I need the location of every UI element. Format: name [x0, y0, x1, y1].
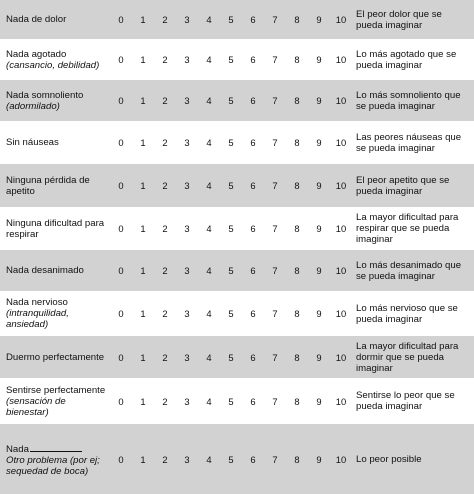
scale-number[interactable]: 10 [335, 137, 347, 148]
scale-number[interactable]: 5 [228, 137, 234, 148]
worst-label: Las peores náuseas que se pueda imaginar [356, 131, 462, 154]
symptom-label-cell [0, 207, 110, 250]
scale-number[interactable]: 6 [250, 308, 256, 319]
scale-number[interactable]: 8 [286, 250, 308, 291]
scale-number[interactable]: 5 [220, 0, 242, 39]
symptom-label-cell [0, 250, 110, 291]
symptom-label: Nada nervioso [6, 297, 68, 308]
scale-number[interactable]: 2 [162, 395, 168, 407]
scale-number[interactable]: 6 [242, 0, 264, 39]
scale-number[interactable]: 1 [132, 424, 154, 494]
scale-number[interactable]: 4 [198, 164, 220, 207]
scale-number[interactable]: 5 [220, 336, 242, 378]
scale-number[interactable]: 5 [228, 395, 234, 407]
scale-row [0, 378, 474, 424]
scale-number[interactable]: 6 [242, 424, 264, 494]
symptom-label-cell [0, 39, 110, 80]
scale-number[interactable]: 6 [242, 250, 264, 291]
scale-number[interactable]: 0 [118, 395, 124, 407]
scale-number[interactable]: 2 [162, 223, 168, 234]
scale-number[interactable]: 9 [316, 137, 322, 148]
scale-number[interactable]: 2 [154, 0, 176, 39]
scale-number[interactable]: 9 [308, 250, 330, 291]
scale-number[interactable]: 2 [154, 250, 176, 291]
scale-number[interactable]: 6 [250, 54, 256, 65]
scale-number[interactable]: 10 [335, 395, 347, 407]
scale-number[interactable]: 8 [286, 80, 308, 121]
scale-number[interactable]: 4 [206, 54, 212, 65]
scale-row [0, 424, 474, 494]
scale-number[interactable]: 4 [198, 424, 220, 494]
scale-number[interactable]: 10 [330, 80, 352, 121]
scale-number[interactable]: 3 [176, 0, 198, 39]
scale-number[interactable]: 4 [206, 223, 212, 234]
scale-number[interactable]: 0 [118, 308, 124, 319]
scale-row [0, 207, 474, 250]
scale-number[interactable]: 2 [162, 54, 168, 65]
scale-number[interactable]: 0 [118, 223, 124, 234]
scale-number[interactable]: 1 [132, 336, 154, 378]
scale-number[interactable]: 3 [176, 164, 198, 207]
scale-number[interactable]: 1 [140, 395, 146, 407]
scale-row [0, 164, 474, 207]
scale-number[interactable]: 0 [118, 54, 124, 65]
symptom-label-cell [0, 424, 110, 494]
scale-number[interactable]: 7 [272, 308, 278, 319]
scale-number[interactable]: 1 [140, 54, 146, 65]
scale-number[interactable]: 0 [110, 164, 132, 207]
scale-number[interactable]: 10 [335, 54, 347, 65]
scale-number[interactable]: 7 [264, 0, 286, 39]
scale-number[interactable]: 0 [110, 0, 132, 39]
scale-number[interactable]: 4 [198, 80, 220, 121]
scale-number[interactable]: 9 [316, 223, 322, 234]
scale-number[interactable]: 1 [140, 137, 146, 148]
scale-number[interactable]: 0 [110, 336, 132, 378]
scale-number[interactable]: 3 [184, 308, 190, 319]
scale-number[interactable]: 2 [162, 137, 168, 148]
scale-number[interactable]: 7 [264, 80, 286, 121]
scale-number[interactable]: 7 [264, 250, 286, 291]
symptom-label-cell [0, 291, 110, 336]
scale-number[interactable]: 8 [286, 424, 308, 494]
scale-number[interactable]: 9 [316, 395, 322, 407]
scale-number[interactable]: 0 [118, 137, 124, 148]
scale-number[interactable]: 6 [250, 395, 256, 407]
scale-number[interactable]: 10 [330, 250, 352, 291]
worst-label: Lo peor posible [352, 424, 474, 494]
scale-number[interactable]: 6 [242, 80, 264, 121]
scale-number[interactable]: 1 [132, 164, 154, 207]
scale-number[interactable]: 10 [330, 424, 352, 494]
symptom-label: Sentirse perfectamente [6, 384, 106, 396]
symptom-label: Ninguna pérdida de apetito [6, 174, 90, 197]
symptom-sublabel: Otro problema (por ej; sequedad de boca) [6, 454, 100, 477]
worst-label: Lo más agotado que se pueda imaginar [356, 48, 457, 71]
scale-number[interactable]: 4 [198, 250, 220, 291]
scale-number[interactable]: 3 [176, 250, 198, 291]
worst-label: El peor apetito que se pueda imaginar [352, 164, 474, 207]
scale-number[interactable]: 7 [272, 54, 278, 65]
symptom-label: Nada desanimado [6, 265, 84, 276]
scale-number[interactable]: 5 [228, 54, 234, 65]
scale-row [0, 250, 474, 291]
scale-number[interactable]: 6 [242, 164, 264, 207]
scale-number[interactable]: 3 [184, 223, 190, 234]
scale-number[interactable]: 1 [140, 223, 146, 234]
scale-number[interactable]: 10 [330, 336, 352, 378]
symptom-label-cell [0, 121, 110, 164]
symptom-sublabel: (adormilado) [6, 100, 60, 112]
scale-number[interactable]: 9 [308, 424, 330, 494]
scale-number[interactable]: 8 [286, 0, 308, 39]
symptom-label: Nada [6, 443, 29, 455]
symptom-sublabel: (cansancio, debilidad) [6, 59, 100, 71]
scale-number[interactable]: 1 [132, 0, 154, 39]
scale-number[interactable]: 8 [294, 308, 300, 319]
symptom-sublabel: (intranquilidad, ansiedad) [6, 308, 69, 330]
scale-number[interactable]: 8 [286, 336, 308, 378]
symptom-label-cell [0, 164, 110, 207]
scale-number[interactable]: 7 [272, 137, 278, 148]
scale-number[interactable]: 0 [110, 424, 132, 494]
scale-number[interactable]: 4 [198, 336, 220, 378]
scale-number[interactable]: 5 [220, 164, 242, 207]
symptom-label-cell [0, 336, 110, 378]
scale-number[interactable]: 6 [242, 336, 264, 378]
worst-label: El peor dolor que se pueda imaginar [352, 0, 474, 39]
worst-label: Lo más desanimado que se pueda imaginar [352, 250, 474, 291]
scale-number[interactable]: 5 [228, 223, 234, 234]
scale-number[interactable]: 10 [330, 164, 352, 207]
scale-number[interactable]: 10 [335, 308, 347, 319]
scale-number[interactable]: 5 [228, 308, 234, 319]
scale-row [0, 121, 474, 164]
scale-number[interactable]: 5 [220, 424, 242, 494]
symptom-label: Duermo perfectamente [6, 351, 105, 363]
scale-number[interactable]: 0 [110, 250, 132, 291]
scale-number[interactable]: 7 [264, 424, 286, 494]
scale-number[interactable]: 9 [308, 0, 330, 39]
symptom-label: Nada somnoliento [6, 89, 84, 101]
scale-number[interactable]: 10 [330, 0, 352, 39]
worst-label: Sentirse lo peor que se pueda imaginar [356, 390, 455, 412]
symptom-label-cell [0, 80, 110, 121]
scale-row [0, 80, 474, 121]
scale-number[interactable]: 5 [220, 250, 242, 291]
scale-number[interactable]: 5 [220, 80, 242, 121]
symptom-label: Nada agotado [6, 48, 67, 60]
scale-number[interactable]: 4 [198, 0, 220, 39]
scale-number[interactable]: 3 [176, 336, 198, 378]
scale-number[interactable]: 8 [294, 395, 300, 407]
scale-number[interactable]: 7 [264, 164, 286, 207]
scale-number[interactable]: 3 [176, 424, 198, 494]
scale-number[interactable]: 3 [184, 54, 190, 65]
scale-number[interactable]: 7 [272, 395, 278, 407]
scale-number[interactable]: 10 [335, 223, 347, 234]
scale-number[interactable]: 2 [154, 336, 176, 378]
symptom-label-cell [0, 0, 110, 39]
scale-number[interactable]: 9 [308, 164, 330, 207]
scale-number[interactable]: 9 [316, 308, 322, 319]
blank-fill-line[interactable] [30, 442, 82, 452]
scale-number[interactable]: 8 [286, 164, 308, 207]
scale-number[interactable]: 1 [140, 308, 146, 319]
symptom-label: Nada de dolor [6, 14, 67, 25]
worst-label: Lo más somnoliento que se pueda imaginar [352, 80, 474, 121]
scale-number[interactable]: 9 [308, 80, 330, 121]
scale-number[interactable]: 8 [294, 137, 300, 148]
scale-number[interactable]: 6 [250, 223, 256, 234]
worst-label: La mayor dificultad para respirar que se pueda imaginar [356, 212, 459, 245]
scale-number[interactable]: 3 [176, 80, 198, 121]
scale-number[interactable]: 7 [272, 223, 278, 234]
scale-number[interactable]: 8 [294, 223, 300, 234]
scale-number[interactable]: 2 [154, 80, 176, 121]
scale-number[interactable]: 2 [162, 308, 168, 319]
scale-row [0, 39, 474, 80]
scale-number[interactable]: 3 [184, 395, 190, 407]
scale-number[interactable]: 6 [250, 137, 256, 148]
scale-number[interactable]: 2 [154, 424, 176, 494]
scale-number[interactable]: 1 [132, 80, 154, 121]
worst-label: Lo más nervioso que se pueda imaginar [356, 302, 458, 325]
scale-number[interactable]: 4 [206, 395, 212, 407]
symptom-label: Sin náuseas [6, 137, 59, 148]
scale-number[interactable]: 9 [316, 54, 322, 65]
scale-number[interactable]: 3 [184, 137, 190, 148]
worst-label: La mayor dificultad para dormir que se pueda imaginar [352, 336, 474, 378]
scale-number[interactable]: 9 [308, 336, 330, 378]
scale-row [0, 0, 474, 39]
scale-number[interactable]: 0 [110, 80, 132, 121]
scale-number[interactable]: 7 [264, 336, 286, 378]
symptom-sublabel: (sensación de bienestar) [6, 395, 66, 418]
scale-number[interactable]: 1 [132, 250, 154, 291]
scale-number[interactable]: 8 [294, 54, 300, 65]
scale-number[interactable]: 2 [154, 164, 176, 207]
scale-number[interactable]: 4 [206, 308, 212, 319]
scale-row [0, 291, 474, 336]
symptom-label-cell [0, 378, 110, 424]
scale-number[interactable]: 4 [206, 137, 212, 148]
symptom-label: Ninguna dificultad para respirar [6, 217, 105, 240]
scale-row [0, 336, 474, 378]
